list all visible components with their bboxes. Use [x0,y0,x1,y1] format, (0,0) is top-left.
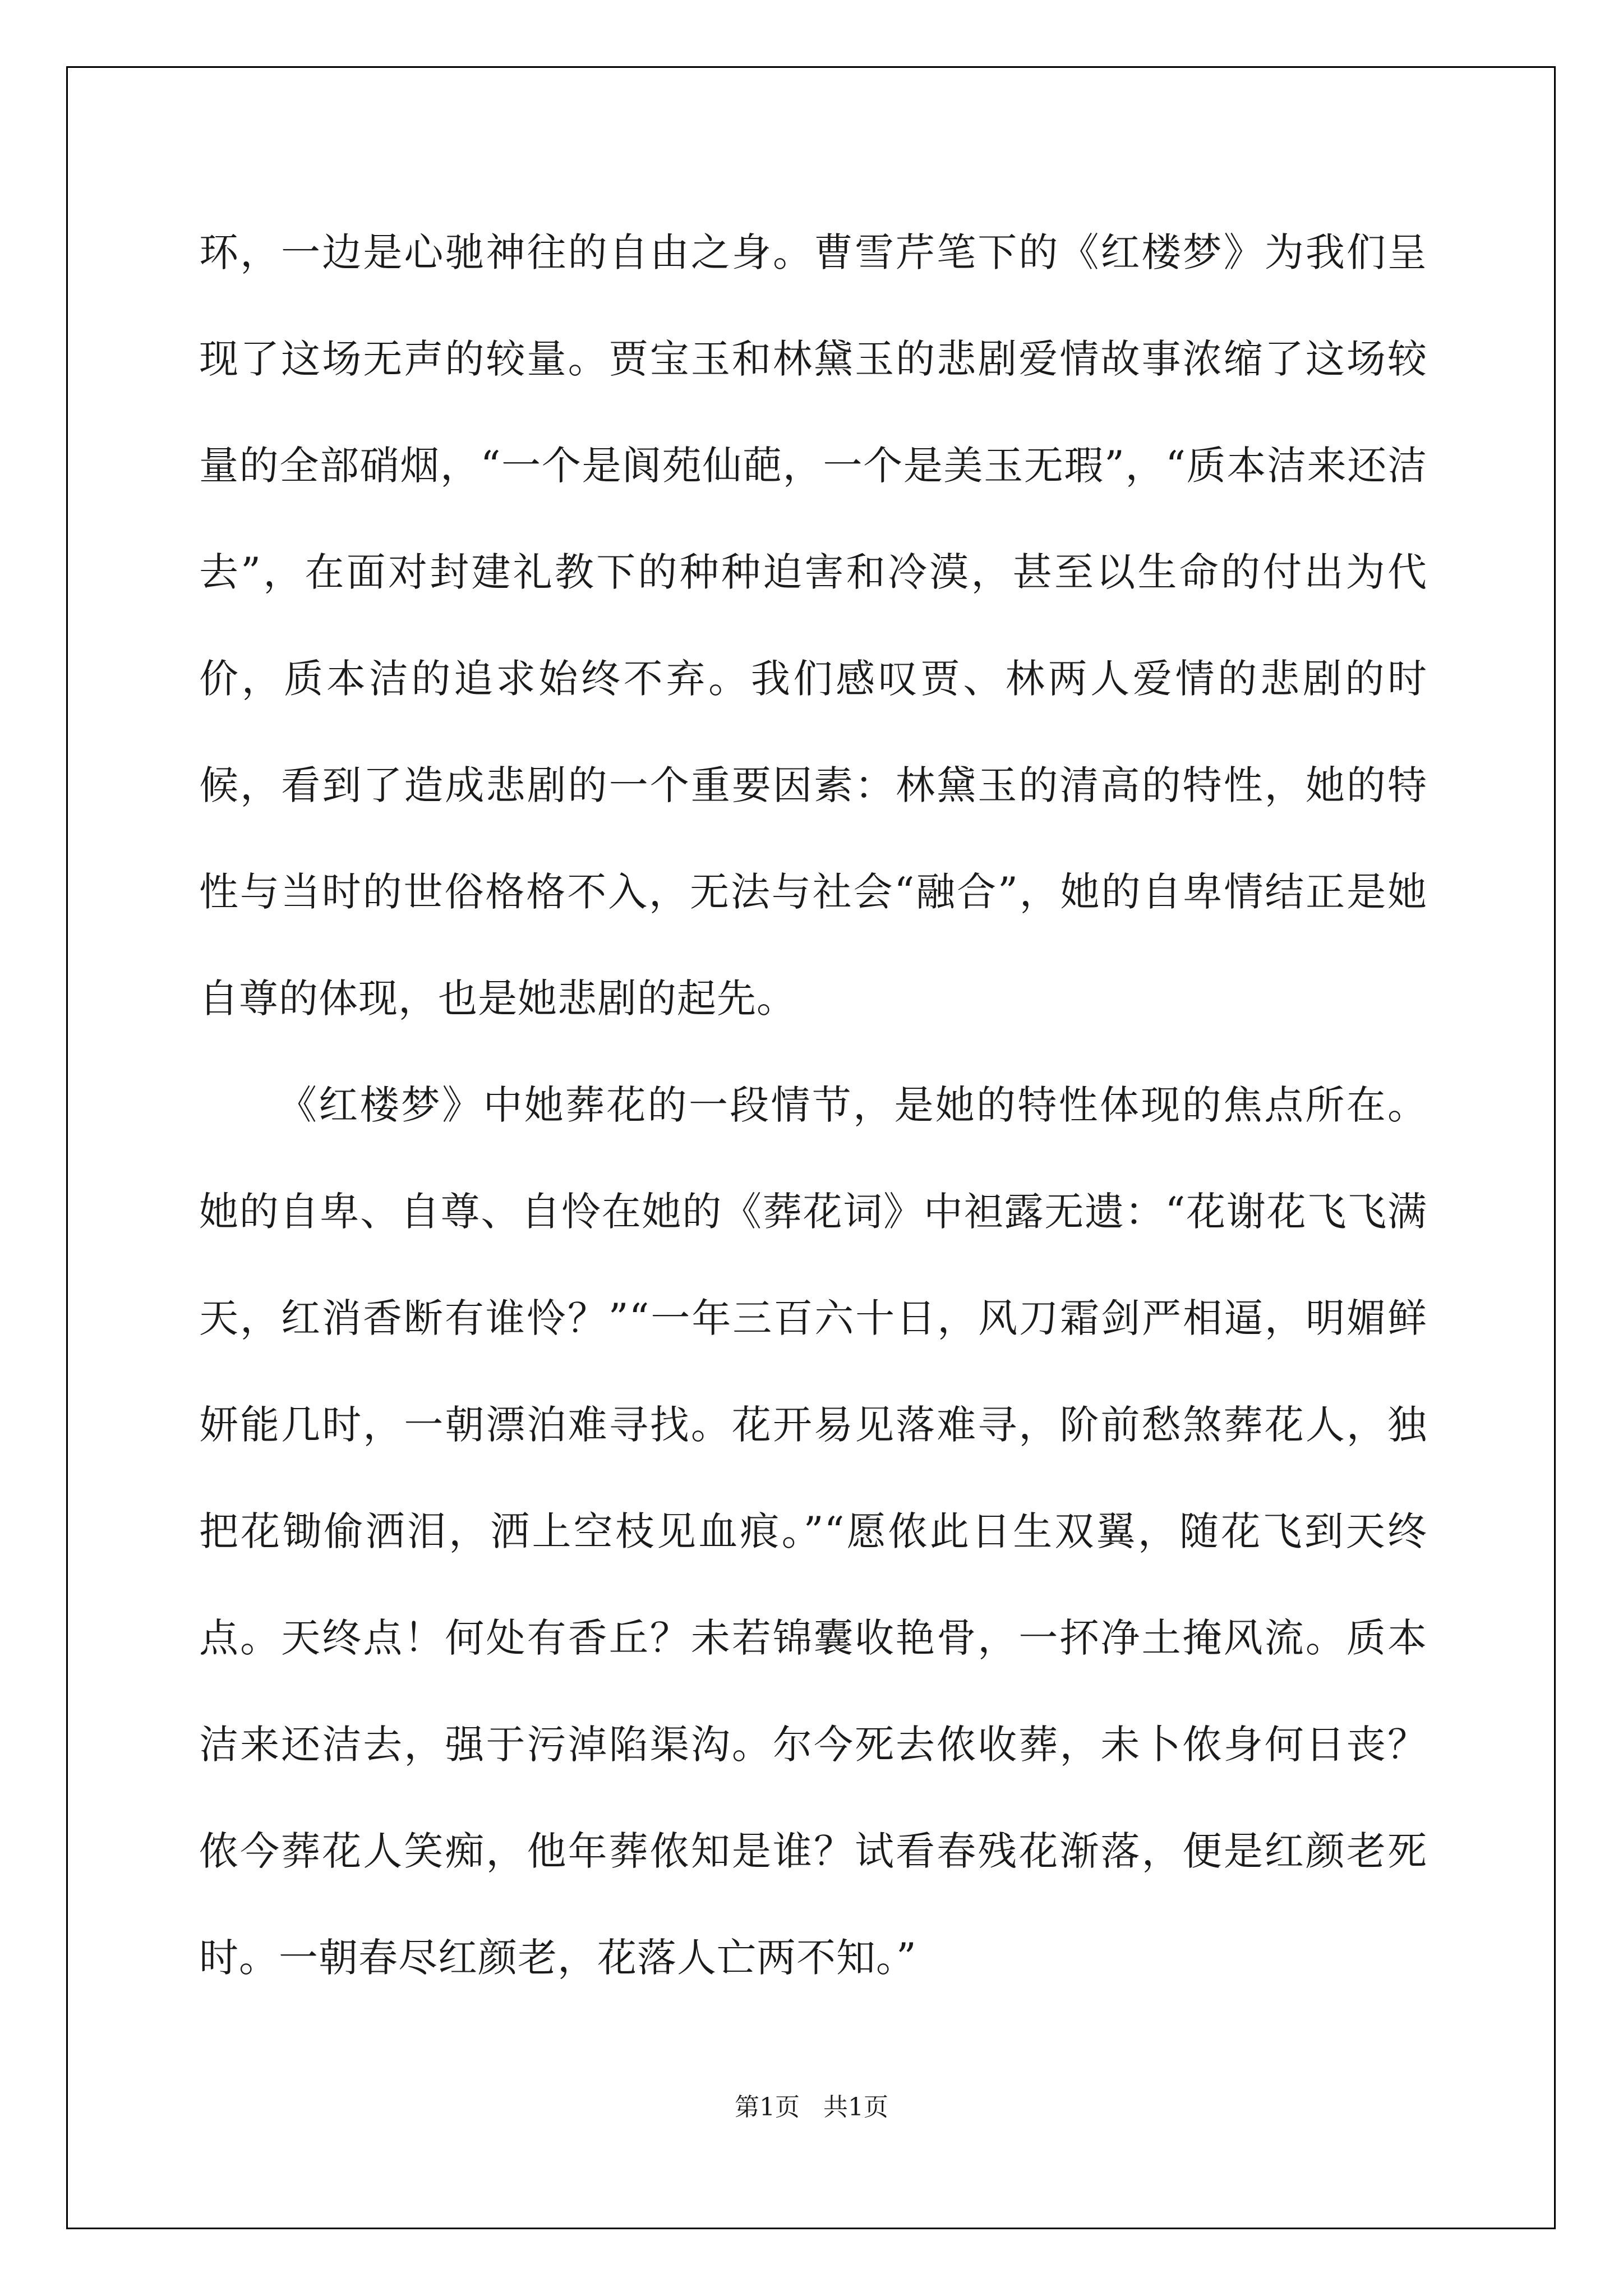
page-number-footer: 第1页 共1页 [735,2093,888,2122]
document-body [199,199,1427,2011]
paragraph-2: 《红楼梦》中她葬花的一段情节，是她的特性体现的焦点所在。她的自卑、自尊、自怜在她的《葬花词》中袒露无遗：“花谢花飞飞满天，红消香断有谁怜？”“一年三百六十日，风刀霜剑严相逼，明媚鲜妍能几时，一朝漂泊难寻找。花开易见落难寻，阶前愁煞葬花人，独把花锄偷洒泪，洒上空枝见血痕。”“愿侬此日生双翼，随花飞到天终点。天终点！何处有香丘？未若锦囊收艳骨，一抔净土掩风流。质本洁来还洁去，强于污淖陷渠沟。尔今死去侬收葬，未卜侬身何日丧？侬今葬花人笑痴，他年葬侬知是谁？试看春残花渐落，便是红颜老死时。一朝春尽红颜老，花落人亡两不知。” [199,1082,1427,1981]
paragraph-1: 环，一边是心驰神往的自由之身。曹雪芹笔下的《红楼梦》为我们呈现了这场无声的较量。贾宝玉和林黛玉的悲剧爱情故事浓缩了这场较量的全部硝烟，“一个是阆苑仙葩，一个是美玉无瑕”，“质本洁来还洁去”，在面对封建礼教下的种种迫害和冷漠，甚至以生命的付出为代价，质本洁的追求始终不弃。我们感叹贾、林两人爱情的悲剧的时候，看到了造成悲剧的一个重要因素：林黛玉的清高的特性，她的特性与当时的世俗格格不入，无法与社会“融合”，她的自卑情结正是她自尊的体现，也是她悲剧的起先。 [199,229,1427,1022]
